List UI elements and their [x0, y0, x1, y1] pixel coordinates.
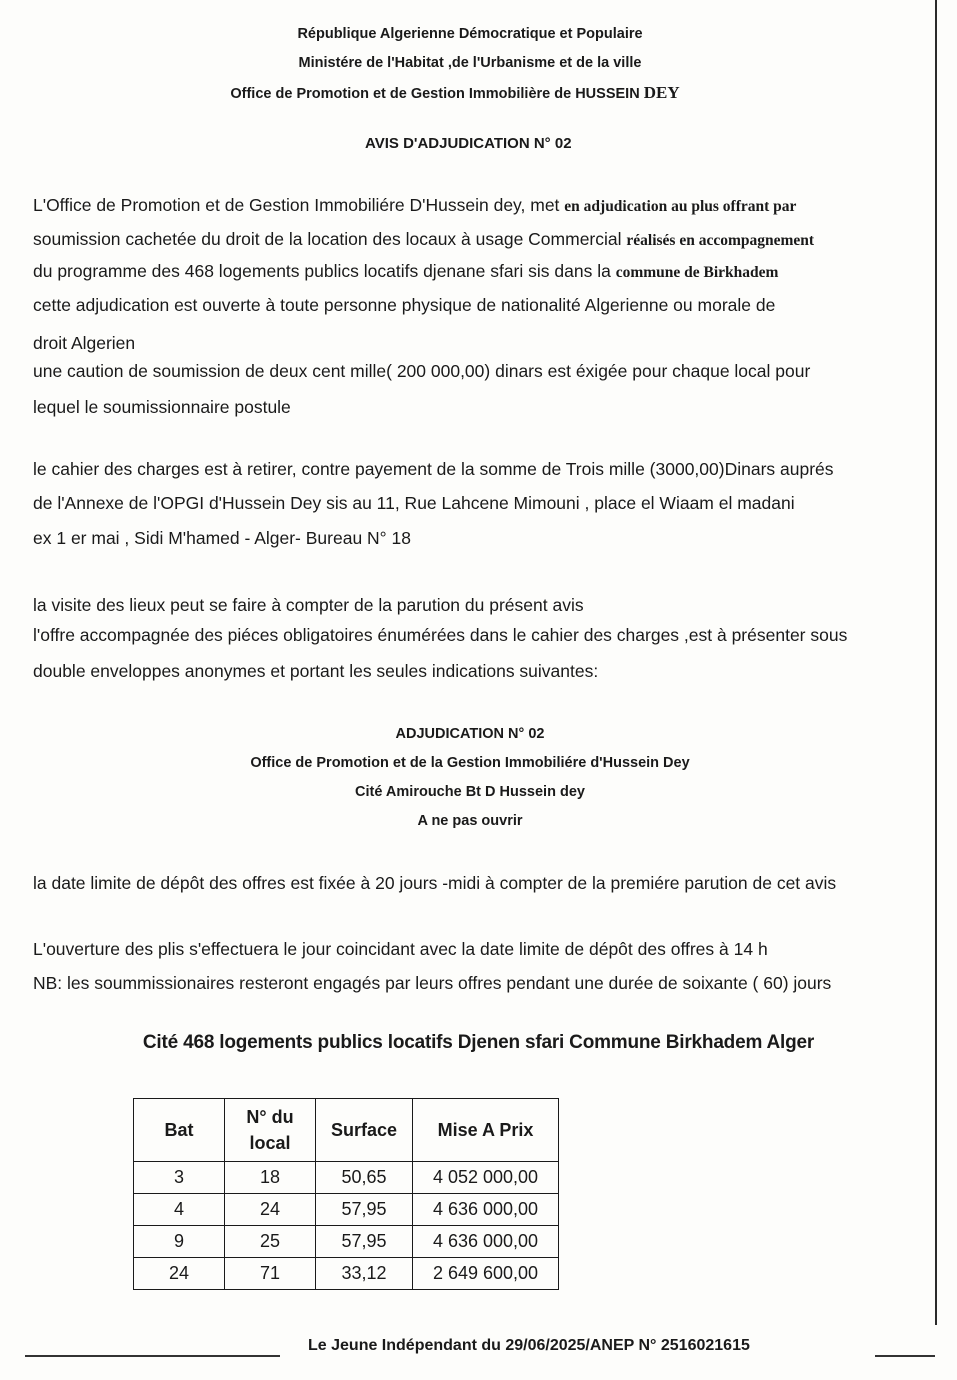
header-bat: Bat: [134, 1099, 225, 1162]
cell-bat: 24: [134, 1258, 225, 1290]
envelope-line-4: A ne pas ouvrir: [417, 813, 523, 829]
ouverture-plis: L'ouverture des plis s'effectuera le jour coincidant avec la date limite de dépôt des offres à 14 h: [33, 939, 768, 959]
table-row: [134, 1258, 559, 1290]
document-header: [150, 20, 790, 109]
date-limite: la date limite de dépôt des offres est fixée à 20 jours -midi à compter de la premiére parution de cet avis: [33, 873, 837, 893]
cahier-line-2: de l'Annexe de l'OPGI d'Hussein Dey sis au 11, Rue Lahcene Mimouni , place el Wiaam el madani: [33, 493, 795, 513]
nb-note: NB: les soummissionaires resteront engagés par leurs offres pendant une durée de soixante ( 60) jours: [33, 973, 832, 993]
cell-bat: 4: [134, 1194, 225, 1226]
intro-l3a: du programme des 468 logements publics locatifs djenane sfari sis dans la: [33, 261, 616, 281]
footer-rule-left: [25, 1355, 280, 1357]
cell-surface: 57,95: [316, 1194, 413, 1226]
intro-line-3: [33, 260, 778, 284]
intro-line-7: lequel le soumissionnaire postule: [33, 397, 291, 417]
cell-surface: 57,95: [316, 1226, 413, 1258]
intro-line-2: [33, 228, 814, 252]
header-num-local-text: N° du local: [246, 1107, 294, 1153]
header-office: [120, 78, 790, 109]
cell-num-local: 24: [225, 1194, 316, 1226]
header-republic: République Algerienne Démocratique et Populaire: [297, 26, 643, 42]
cell-num-local: 18: [225, 1162, 316, 1194]
visite-line-3: double enveloppes anonymes et portant les seules indications suivantes:: [33, 661, 599, 681]
envelope-line-3: Cité Amirouche Bt D Hussein dey: [355, 784, 585, 800]
cell-bat: 3: [134, 1162, 225, 1194]
header-office-text: Office de Promotion et de Gestion Immobilière de HUSSEIN: [230, 86, 640, 102]
visite-line-1: la visite des lieux peut se faire à compter de la parution du présent avis: [33, 595, 584, 615]
cell-num-local: 71: [225, 1258, 316, 1290]
cell-mise-a-prix: 4 636 000,00: [413, 1194, 559, 1226]
intro-l1a: L'Office de Promotion et de Gestion Immobiliére D'Hussein dey, met: [33, 195, 565, 215]
cell-mise-a-prix: 4 052 000,00: [413, 1162, 559, 1194]
cahier-line-1: le cahier des charges est à retirer, contre payement de la somme de Trois mille (3000,00)Dinars auprés: [33, 459, 834, 479]
intro-line-6: une caution de soumission de deux cent mille( 200 000,00) dinars est éxigée pour chaque local pour: [33, 361, 811, 381]
table-row: [134, 1194, 559, 1226]
lots-table: [133, 1098, 559, 1290]
intro-l2a: soumission cachetée du droit de la location des locaux à usage Commercial: [33, 229, 627, 249]
cell-bat: 9: [134, 1226, 225, 1258]
envelope-line-2: Office de Promotion et de la Gestion Immobiliére d'Hussein Dey: [250, 755, 690, 771]
table-row: [134, 1226, 559, 1258]
cell-surface: 50,65: [316, 1162, 413, 1194]
intro-l3b: commune de Birkhadem: [615, 264, 779, 281]
intro-line-5: droit Algerien: [33, 333, 136, 353]
header-office-dey: DEY: [643, 83, 680, 102]
intro-l2b: réalisés en accompagnement: [626, 232, 815, 249]
page-border: [935, 0, 937, 1325]
footer-rule-right: [875, 1355, 935, 1357]
header-num-local: [225, 1099, 316, 1162]
envelope-line-1: ADJUDICATION N° 02: [395, 726, 545, 742]
cell-mise-a-prix: 4 636 000,00: [413, 1226, 559, 1258]
cell-surface: 33,12: [316, 1258, 413, 1290]
intro-line-1: [33, 194, 796, 218]
header-ministry: Ministére de l'Habitat ,de l'Urbanisme et de la ville: [298, 55, 642, 71]
visite-line-2: l'offre accompagnée des piéces obligatoires énumérées dans le cahier des charges ,est à présenter sous: [33, 625, 848, 645]
table-header-row: [134, 1099, 559, 1162]
intro-line-4: cette adjudication est ouverte à toute personne physique de nationalité Algerienne ou morale de: [33, 295, 776, 315]
table-row: [134, 1162, 559, 1194]
intro-l1b: en adjudication au plus offrant par: [564, 198, 797, 215]
cell-mise-a-prix: 2 649 600,00: [413, 1258, 559, 1290]
avis-title: AVIS D'ADJUDICATION N° 02: [365, 135, 572, 152]
header-surface: Surface: [316, 1099, 413, 1162]
cite-title: Cité 468 logements publics locatifs Djenen sfari Commune Birkhadem Alger: [142, 1032, 815, 1053]
header-mise-a-prix: Mise A Prix: [413, 1099, 559, 1162]
envelope-indications: [220, 720, 720, 836]
cell-num-local: 25: [225, 1226, 316, 1258]
cahier-line-3: ex 1 er mai , Sidi M'hamed - Alger- Bureau N° 18: [33, 528, 412, 548]
footer-publication: Le Jeune Indépendant du 29/06/2025/ANEP N° 2516021615: [308, 1337, 750, 1354]
